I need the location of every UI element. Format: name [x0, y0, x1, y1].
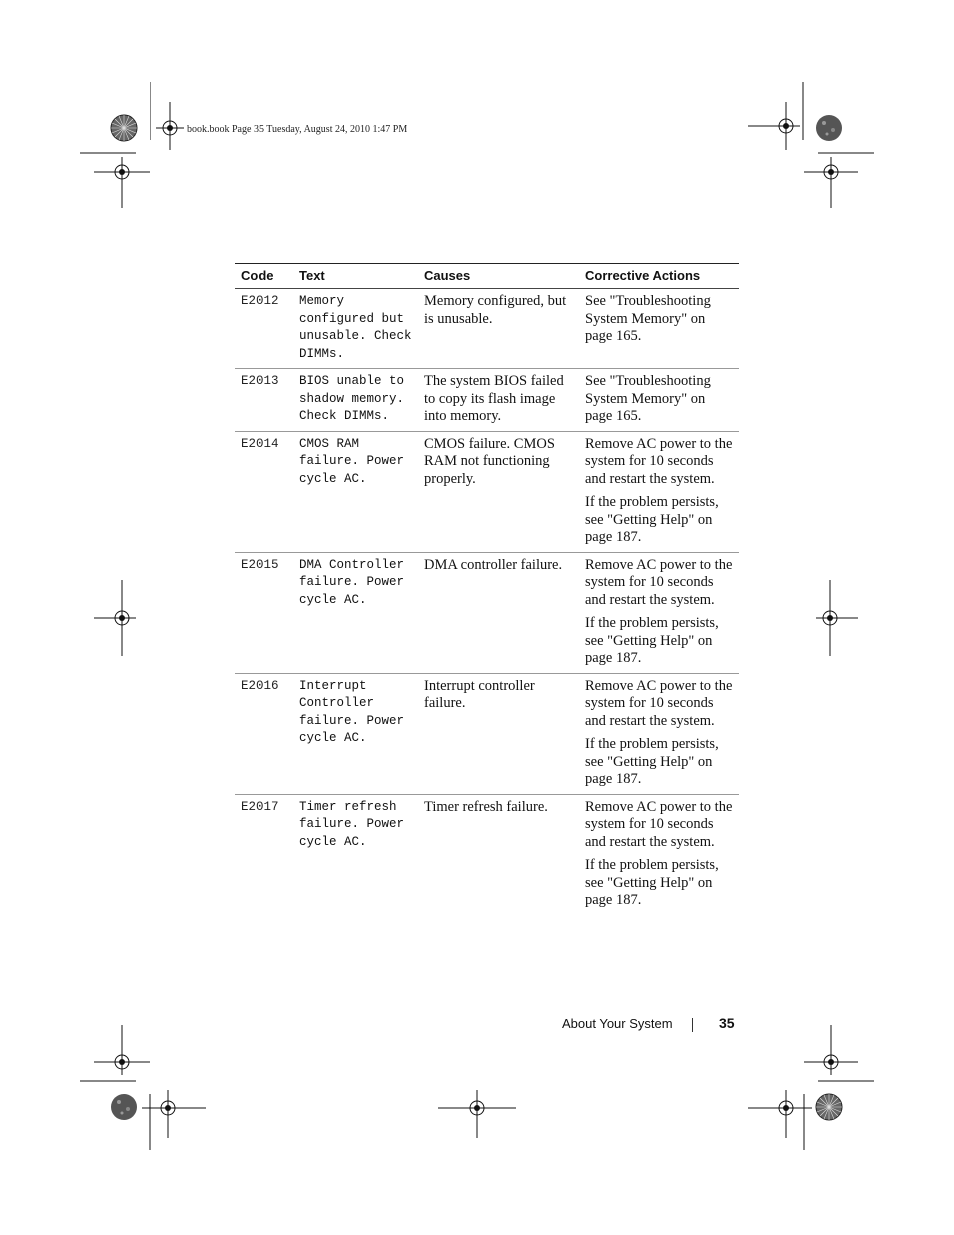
print-slug-line: book.book Page 35 Tuesday, August 24, 2010 1:47 PM: [187, 124, 408, 135]
cell-causes: Memory configured, but is unusable.: [418, 289, 579, 369]
cell-causes: The system BIOS failed to copy its flash image into memory.: [418, 369, 579, 432]
cell-code: E2013: [235, 369, 293, 432]
cell-actions: [579, 289, 739, 369]
cell-text: BIOS unable to shadow memory. Check DIMMs.: [293, 369, 418, 432]
registration-mark-middle-right: [812, 580, 862, 656]
error-code-table: [235, 263, 739, 915]
cell-causes: Timer refresh failure.: [424, 798, 548, 815]
cell-text: Interrupt Controller failure. Power cycle AC.: [293, 673, 418, 794]
footer-separator: [692, 1018, 693, 1032]
registration-mark-top-right-corner: [800, 152, 880, 212]
column-header-causes: Causes: [418, 264, 579, 289]
action-paragraph: If the problem persists, see "Getting Help" on page 187.: [585, 615, 719, 666]
cell-causes: Interrupt controller failure.: [418, 673, 579, 794]
registration-mark-top-left-disc: [110, 114, 138, 142]
registration-mark-top-left-corner: [80, 152, 160, 212]
table-row: [235, 369, 739, 432]
cell-causes: CMOS failure. CMOS RAM not functioning properly.: [418, 431, 579, 552]
table-header-row: [235, 264, 739, 289]
registration-mark-bottom-right-cross: [746, 1090, 826, 1152]
cell-code: E2015: [235, 552, 293, 673]
cell-code: E2014: [235, 431, 293, 552]
action-paragraph: Remove AC power to the system for 10 seconds and restart the system.: [585, 798, 733, 850]
table-row: [235, 289, 739, 369]
column-header-text: Text: [293, 264, 418, 289]
column-header-corrective-actions: Corrective Actions: [579, 264, 739, 289]
column-header-code: Code: [235, 264, 293, 289]
registration-mark-bottom-left-cross: [132, 1090, 208, 1152]
registration-mark-bottom-left-corner: [80, 1025, 160, 1085]
action-paragraph: If the problem persists, see "Getting Help" on page 187.: [585, 857, 719, 908]
registration-mark-bottom-right-corner: [800, 1025, 880, 1085]
cell-actions: [579, 673, 739, 794]
registration-mark-middle-left: [94, 580, 144, 656]
action-paragraph: Remove AC power to the system for 10 seconds and restart the system.: [585, 677, 733, 729]
action-paragraph: See "Troubleshooting System Memory" on page 165.: [585, 293, 711, 344]
cell-actions: [579, 552, 739, 673]
cell-actions: [579, 369, 739, 432]
cell-code: E2016: [235, 673, 293, 794]
action-paragraph: Remove AC power to the system for 10 seconds and restart the system.: [585, 556, 733, 608]
cell-text: Timer refresh failure. Power cycle AC.: [299, 799, 405, 849]
cell-text: Memory configured but unusable. Check DIMMs.: [293, 289, 418, 369]
action-paragraph: If the problem persists, see "Getting Help" on page 187.: [585, 736, 719, 787]
footer-section-title: About Your System: [562, 1016, 673, 1031]
cell-text: DMA Controller failure. Power cycle AC.: [293, 552, 418, 673]
table-row: [235, 431, 739, 552]
cell-actions: [579, 431, 739, 552]
table-row: [235, 673, 739, 794]
cell-text: CMOS RAM failure. Power cycle AC.: [293, 431, 418, 552]
action-paragraph: If the problem persists, see "Getting Help" on page 187.: [585, 494, 719, 545]
table-row: [235, 552, 739, 673]
table-row: [235, 794, 739, 915]
cell-causes: DMA controller failure.: [418, 552, 579, 673]
cell-code: E2012: [235, 289, 293, 369]
registration-mark-bottom-right-disc: [815, 1093, 843, 1121]
registration-mark-top-right-disc: [815, 114, 843, 142]
cell-actions: [579, 794, 739, 915]
page-number: 35: [719, 1015, 735, 1031]
registration-mark-bottom-center: [438, 1090, 516, 1140]
cell-code: E2017: [241, 799, 279, 814]
action-paragraph: See "Troubleshooting System Memory" on page 165.: [585, 373, 711, 424]
registration-mark-top-right-cross: [748, 82, 808, 172]
action-paragraph: Remove AC power to the system for 10 seconds and restart the system.: [585, 435, 733, 487]
